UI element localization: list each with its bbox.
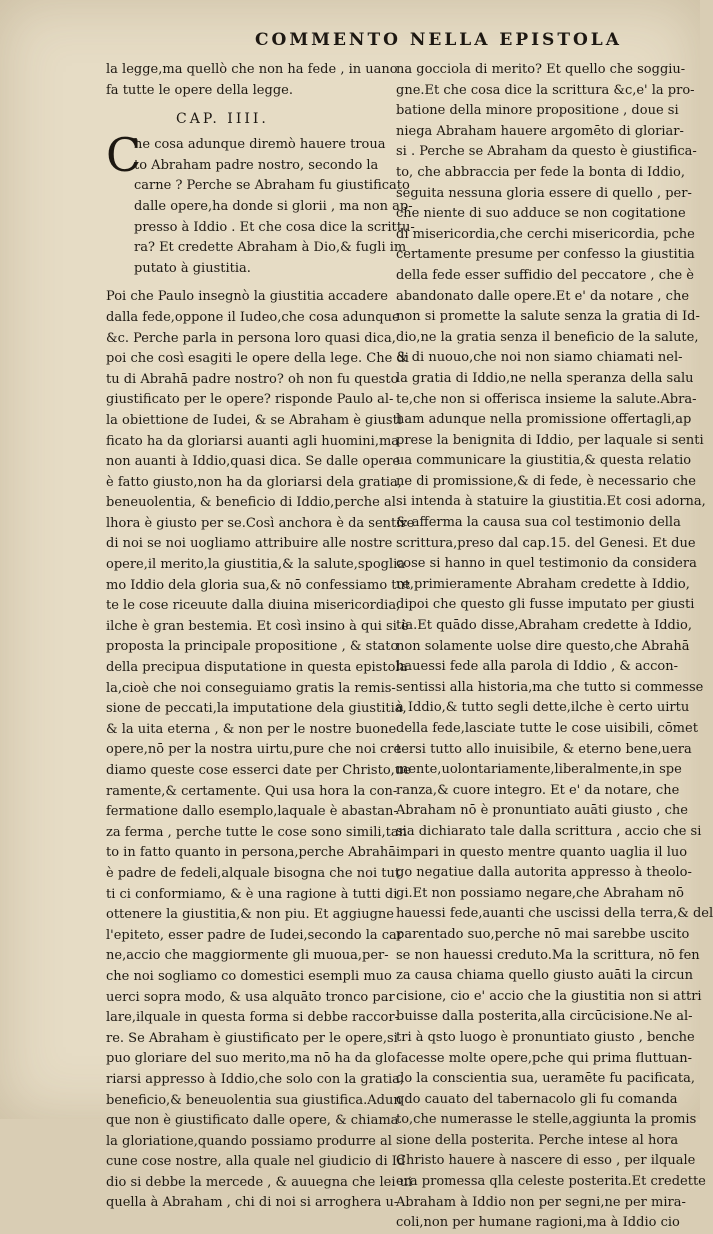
text-line: parentado suo,perche nō mai sarebbe uscito [396, 926, 690, 942]
text-line: la obiettione de Iudei, & se Abraham è giusti [106, 412, 402, 428]
text-line: non si promette la salute senza la gratia di Id- [396, 309, 700, 325]
text-line: to,che numerasse le stelle,aggiunta la promis [396, 1112, 697, 1128]
text-line: certamente presume per confesso la giustitia [396, 247, 695, 263]
text-line: te le cose riceuute dalla diuina misericordia, [106, 598, 401, 614]
text-line: coli,non per humane ragioni,ma à Iddio cio [396, 1215, 680, 1231]
text-line: poi che così esagiti le opere della lege. Che di [106, 351, 409, 367]
text-line: gi.Et non possiamo negare,che Abraham nō [396, 885, 684, 901]
text-line: za causa chiama quello giusto auāti la circun [396, 968, 693, 984]
chapter-heading: CAP. IIII. [176, 111, 269, 128]
text-line: si . Perche se Abraham da questo è giustifica- [396, 144, 697, 160]
text-line: diamo queste cose esserci date per Christo,ue [106, 763, 411, 778]
running-head: COMMENTO NELLA EPISTOLA [255, 30, 622, 50]
text-line: fermatione dallo esemplo,laquale è abastan- [106, 804, 398, 820]
text-line: scrittura,preso dal cap.15. del Genesi. Et due [396, 535, 696, 551]
text-line: re,primieramente Abraham credette à Iddio, [396, 576, 690, 592]
text-line: qdo cauato del tabernacolo gli fu comanda [396, 1091, 678, 1107]
text-line: & di nuouo,che noi non siamo chiamati nel- [396, 350, 683, 366]
text-line: abandonato dalle opere.Et e' da notare , che [396, 288, 690, 304]
text-line: &c. Perche parla in persona loro quasi dica, [106, 330, 396, 346]
text-line: proposta la principale propositione , & stato [106, 639, 399, 655]
text-line: carne ? Perche se Abraham fu giustificato [134, 178, 410, 194]
text-line: della precipua disputatione in questa epistola [106, 660, 408, 676]
text-line: dalla fede,oppone il Iudeo,che cosa adunque [106, 309, 400, 325]
text-line: se non hauessi creduto.Ma la scrittura, nō fen [396, 947, 700, 963]
text-line: ilche è gran bestemia. Et così insino à qui si è [106, 618, 409, 634]
text-line: cisione, cio e' accio che la giustitia non si attri [396, 988, 702, 1004]
text-line: dio si debbe la mercede , & auuegna che lei ui [106, 1174, 413, 1190]
commentary-text-continued [396, 60, 713, 1234]
text-line: opere,nō per la nostra uirtu,pure che noi cre [106, 742, 402, 758]
text-line: ua communicare la giustitia,& questa relatio [396, 453, 692, 469]
text-line: te,che non si offerisca insieme la salute.Abra- [396, 391, 697, 407]
text-line: non auanti à Iddio,quasi dica. Se dalle opere [106, 454, 401, 470]
scripture-intro [106, 60, 398, 101]
text-line: lare,ilquale in questa forma si debbe raccor- [106, 1010, 399, 1026]
text-line: to in fatto quanto in persona,perche Abrahā [106, 845, 396, 861]
commentary-text [106, 287, 415, 1214]
text-line: putato à giustitia. [134, 260, 251, 276]
text-line: tu di Abrahā padre nostro? oh non fu questo [106, 371, 399, 387]
text-line: cune cose nostre, alla quale nel giudicio di Id [106, 1154, 406, 1170]
text-line: ra? Et credette Abraham à Dio,& fugli im [134, 240, 407, 256]
text-line: ranza,& cuore integro. Et e' da notare, che [396, 782, 680, 798]
text-line: & afferma la causa sua col testimonio della [396, 515, 681, 531]
text-line: della fede,lasciate tutte le cose uisibili, cōmet [396, 721, 698, 736]
right-column [396, 60, 713, 1234]
text-line: sione de peccati,la imputatione dela giustitia, [106, 701, 407, 717]
text-line: la gloriatione,quando possiamo produrre al [106, 1133, 392, 1149]
text-line: prese la benignita di Iddio, per laquale si senti [396, 432, 704, 448]
text-line: to, che abbraccia per fede la bonta di Iddio, [396, 164, 685, 180]
text-line: ti ci conformiamo, & è una ragione à tutti di [106, 886, 398, 902]
text-line: Christo hauere à nascere di esso , per ilquale [396, 1153, 696, 1169]
text-line: ottenere la giustitia,& non piu. Et aggiugne [106, 907, 394, 923]
text-line: la,cioè che noi conseguiamo gratis la remis- [106, 680, 396, 696]
text-line: è padre de fedeli,alquale bisogna che noi tut [106, 865, 401, 881]
text-line: buisse dalla posterita,alla circūcisione.Ne al- [396, 1009, 693, 1025]
text-line: que non è giustificato dalle opere, & chiama [106, 1113, 399, 1129]
text-line: la legge,ma quellò che non ha fede , in uano [106, 62, 398, 77]
text-line: to Abraham padre nostro, secondo la [134, 157, 379, 173]
text-line: uerci sopra modo, & usa alquāto tronco par [106, 989, 395, 1005]
text-line: beneficio,& beneuolentia sua giustifica.Adun [106, 1092, 402, 1108]
text-line: mo Iddio dela gloria sua,& nō confessiamo tut [106, 577, 411, 593]
text-line: ramente,& certamente. Qui usa hora la con- [106, 783, 398, 799]
text-line: go negatiue dalla autorita appresso à theolo- [396, 865, 692, 881]
text-line: seguita nessuna gloria essere di quello , per- [396, 185, 692, 201]
text-line: facesse molte opere,pche qui prima fluttuan- [396, 1050, 693, 1066]
text-line: della fede esser suffidio del peccatore , che è [396, 267, 694, 283]
text-line: di misericordia,che cerchi misericordia, pche [396, 226, 695, 242]
text-line: ficato ha da gloriarsi auanti agli huomini,ma [106, 433, 400, 449]
text-line: sentissi alla historia,ma che tutto si commesse [396, 679, 704, 695]
text-line: che noi sogliamo co domestici esempli muo [106, 968, 392, 984]
text-line: hauessi fede,auanti che uscissi della terra,& del [396, 906, 713, 922]
text-line: ne,accio che maggiormente gli muoua,per- [106, 948, 389, 964]
text-line: za ferma , perche tutte le cose sono simili,tan [106, 824, 408, 840]
text-line: dalle opere,ha donde si glorii , ma non ap- [134, 198, 413, 214]
text-line: giustificato per le opere? risponde Paulo al- [106, 392, 394, 408]
text-line: Abraham à Iddio non per segni,ne per mira- [396, 1194, 686, 1210]
text-line: he cosa adunque diremò hauere troua [134, 137, 386, 153]
text-line: riarsi appresso à Iddio,che solo con la gratia, [106, 1071, 404, 1087]
text-line: puo gloriare del suo merito,ma nō ha da glo [106, 1051, 396, 1067]
text-line: re. Se Abraham è giustificato per le opere,si [106, 1030, 398, 1046]
text-line: à Iddio,& tutto segli dette,ilche è certo uirtu [396, 700, 690, 716]
text-line: gne.Et che cosa dice la scrittura &c,e' la pro- [396, 82, 695, 98]
text-line: tersi tutto allo inuisibile, & eterno bene,uera [396, 741, 692, 757]
text-line: non solamente uolse dire questo,che Abrahā [396, 638, 690, 654]
text-line: sia dichiarato tale dalla scrittura , accio che si [396, 823, 702, 839]
text-line: la gratia di Iddio,ne nella speranza della salu [396, 370, 694, 386]
text-line: fa tutte le opere della legge. [106, 82, 293, 98]
text-line: presso à Iddio . Et che cosa dice la scrittu- [134, 219, 415, 235]
text-line: mente,uolontariamente,liberalmente,in spe [396, 762, 682, 778]
text-line: batione della minore propositione , doue si [396, 103, 679, 119]
text-line: si intenda à statuire la giustitia.Et cosi adorna, [396, 494, 706, 510]
text-line: di noi se noi uogliamo attribuire alle nostre [106, 536, 393, 552]
text-line: opere,il merito,la giustitia,& la salute,spoglia [106, 557, 406, 573]
text-line: dio,ne la gratia senza il beneficio de la salute, [396, 329, 699, 345]
text-line: impari in questo mentre quanto uaglia il luo [396, 844, 688, 860]
text-line: lhora è giusto per se.Così anchora è da sentire [106, 515, 415, 531]
text-line: beneuolentia, & beneficio di Iddio,perche al [106, 495, 396, 511]
text-line: è fatto giusto,non ha da gloriarsi dela gratia, [106, 474, 402, 490]
text-line: ne di promissione,& di fede, è necessario che [396, 473, 696, 489]
text-line: na gocciola di merito? Et quello che soggiu- [396, 62, 686, 77]
text-line: l'epiteto, esser padre de Iudei,secondo la car [106, 927, 404, 943]
text-line: & la uita eterna , & non per le nostre buone [106, 721, 397, 737]
text-line: ham adunque nella promissione offertagli,ap [396, 412, 692, 428]
text-line: Abraham nō è pronuntiato auāti giusto , che [396, 803, 688, 819]
text-line: sione della posterita. Perche intese al hora [396, 1132, 679, 1148]
text-line: niega Abraham hauere argomēto di gloriar- [396, 123, 684, 139]
text-line: Poi che Paulo insegnò la giustitia accadere [106, 289, 388, 305]
left-column [106, 60, 415, 1214]
text-line: hauessi fede alla parola di Iddio , & accon- [396, 659, 678, 675]
text-line: era promessa qlla celeste posterita.Et credette [396, 1174, 706, 1190]
paragraph-gap [106, 279, 386, 287]
text-line: che niente di suo adduce se non cogitatione [396, 206, 686, 222]
text-line: do la conscientia sua, ueramēte fu pacificata, [396, 1071, 696, 1087]
text-line: tia.Et quādo disse,Abraham credette à Iddio, [396, 618, 692, 634]
text-line: tri à qsto luogo è pronuntiato giusto , benche [396, 1029, 695, 1045]
text-line: cose si hanno in quel testimonio da considera [396, 556, 697, 572]
drop-cap: C [106, 128, 142, 183]
scripture-passage [106, 128, 415, 279]
text-line: dipoi che questo gli fusse imputato per giusti [396, 597, 695, 613]
text-line: quella à Abraham , chi di noi si arroghera u- [106, 1195, 399, 1211]
